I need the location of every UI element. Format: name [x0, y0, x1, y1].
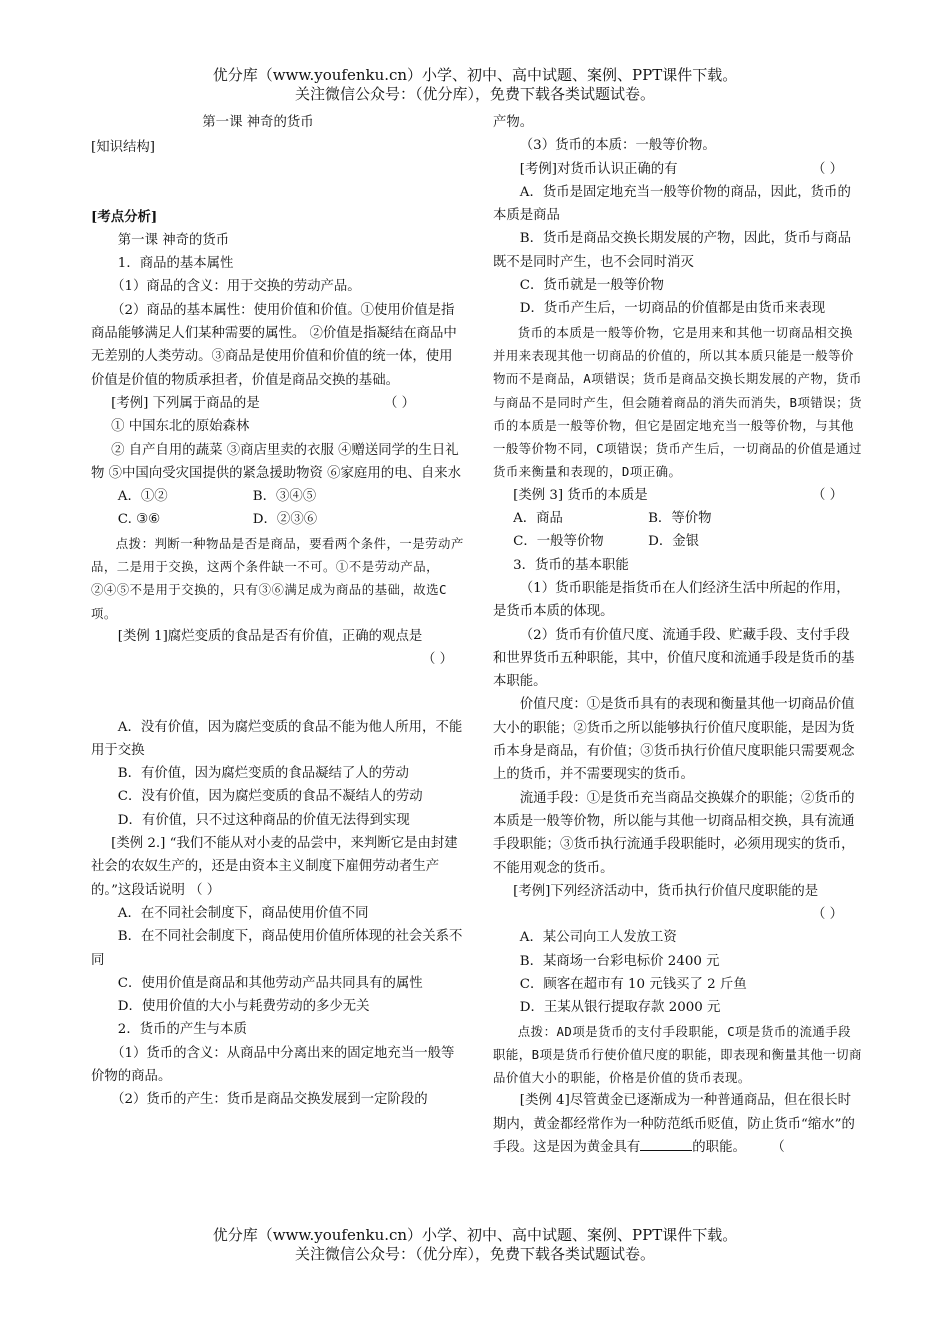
similar-4-question [493, 1089, 863, 1159]
similar-4-blank [640, 1150, 692, 1151]
footer-line-2: 关注微信公众号：（优分库），免费下载各类试题试卷。 [294, 1245, 655, 1263]
similar-3-option-b: B．等价物 [648, 511, 712, 527]
similar-3-options-cd [493, 530, 863, 553]
knowledge-structure-heading: [知识结构] [91, 140, 156, 156]
exam-analysis-heading: [考点分析] [91, 208, 158, 225]
similar-3-option-d: D．金银 [648, 534, 700, 550]
section-3-2: （2）货币有价值尺度、流通手段、贮藏手段、支付手段和世界货币五种职能，其中，价值尺度和流通手段是货币的基本职能。 [493, 627, 855, 690]
header-line-2: 关注微信公众号：（优分库），免费下载各类试题试卷。 [294, 85, 655, 103]
similar-1-paren: （ ） [421, 652, 453, 668]
similar-3-options-ab [493, 507, 863, 530]
example-1-option-c: C. ③⑥ [117, 512, 161, 528]
example-3-option-a: A．某公司向工人发放工资 [519, 930, 677, 946]
right-column [493, 111, 863, 1159]
similar-1-option-d: D．有价值，只不过这种商品的价值无法得到实现 [117, 812, 410, 828]
example-1-question [91, 392, 465, 415]
example-2-question [493, 158, 863, 181]
similar-2-question [91, 832, 465, 902]
similar-2-option-b: B．在不同社会制度下，商品使用价值所体现的社会关系不同 [91, 929, 463, 968]
example-1-option-a: A．①② [117, 489, 168, 505]
section-2-2: （2）货币的产生：货币是商品交换发展到一定阶段的 [111, 1092, 428, 1108]
similar-1-question: [类例 1]腐烂变质的食品是否有价值，正确的观点是 [117, 628, 423, 644]
example-3-paren: （ ） [811, 907, 843, 923]
header-line-1: 优分库（www.youfenku.cn）小学、初中、高中试题、案例、PPT课件下载。 [212, 66, 738, 84]
example-2-option-b: B．货币是商品交换长期发展的产物，因此，货币与商品既不是同时产生，也不会同时消灭 [493, 231, 852, 270]
example-3-option-d: D．王某从银行提取存款 2000 元 [519, 1000, 721, 1016]
example-1-options-cd [91, 508, 465, 531]
example-1-item-1: ① 中国东北的原始森林 [111, 419, 250, 435]
similar-2-option-c: C．使用价值是商品和其他劳动产品共同具有的属性 [117, 975, 423, 991]
page-header [0, 66, 950, 104]
similar-1-option-a: A．没有价值，因为腐烂变质的食品不能为他人所用，不能用于交换 [91, 719, 463, 758]
similar-1-blank [91, 672, 465, 716]
left-column [91, 111, 465, 1112]
section-3-1: （1）货币职能是指货币在人们经济生活中所起的作用，是货币本质的体现。 [493, 580, 850, 620]
example-1-options-ab [91, 485, 465, 508]
similar-3-question [493, 484, 863, 507]
section-1-1: （1）商品的含义：用于交换的劳动产品。 [111, 279, 361, 295]
similar-4-text: [类例 4]尽管黄金已逐渐成为一种普通商品，但在很长时期内，黄金都经常作为一种防范纸币贬值，防止货币“缩水”的手段。这是因为黄金具有 [493, 1093, 855, 1156]
lesson-subtitle: 第一课 神奇的货币 [117, 232, 230, 248]
similar-1-option-c: C．没有价值，因为腐烂变质的食品不凝结人的劳动 [117, 789, 423, 805]
section-1-2: （2）商品的基本属性：使用价值和价值。①使用价值是指商品能够满足人们某种需要的属性。 ②价值是指凝结在商品中无差别的人类劳动。③商品是使用价值和价值的统一体，使用价值是价值的物质承担者，价值是商品交换的基础。 [91, 302, 457, 388]
similar-4-paren: （ [771, 1140, 785, 1156]
example-2-option-a: A．货币是固定地充当一般等价物的商品，因此，货币的本质是商品 [493, 184, 851, 224]
similar-3-option-c: C．一般等价物 [513, 534, 604, 550]
similar-1-option-b: B．有价值，因为腐烂变质的食品凝结了人的劳动 [117, 766, 409, 782]
knowledge-structure-blank [91, 160, 465, 206]
similar-3-paren: （ ） [811, 487, 843, 503]
example-2-paren: （ ） [811, 161, 843, 177]
example-2-tip: 货币的本质是一般等价物，它是用来和其他一切商品相交换并用来表现其他一切商品的价值的，所以其本质只能是一般等价物而不是商品，A项错误；货币是商品交换长期发展的产物，货币与商品不是同时产生，但会随着商品的消失而消失，B项错误；货币的本质是一般等价物，但它是固定地充当一般等价物，与其他一般等价物不同，C项错误；货币产生后，一切商品的价值是通过货币来衡量和表现的，D项正确。 [493, 324, 862, 480]
section-1-heading: 1．商品的基本属性 [117, 256, 234, 272]
example-1-option-b: B．③④⑤ [252, 489, 317, 505]
similar-3-text: [类例 3] 货币的本质是 [513, 487, 648, 503]
example-1-paren: （ ） [383, 395, 415, 411]
similar-2-text: [类例 2.] “我们不能从对小麦的品尝中，来判断它是由封建社会的农奴生产的，还是由资本主义制度下雇佣劳动者生产的。”这段话说明 [91, 836, 458, 898]
example-3-question: [考例]下列经济活动中，货币执行价值尺度职能的是 [513, 883, 819, 899]
example-2-option-c: C．货币就是一般等价物 [519, 278, 664, 294]
example-2-option-d: D．货币产生后，一切商品的价值都是由货币来表现 [519, 301, 826, 317]
example-1-text: [考例] 下列属于商品的是 [111, 395, 260, 411]
section-2-3: （3）货币的本质：一般等价物。 [519, 138, 716, 154]
example-3-tip: 点拨：AD项是货币的支付手段职能，C项是货币的流通手段职能，B项是货币行使价值尺度的职能，即表现和衡量其他一切商品价值大小的职能，价格是价值的货币表现。 [493, 1023, 862, 1086]
footer-line-1: 优分库（www.youfenku.cn）小学、初中、高中试题、案例、PPT课件下载。 [212, 1226, 738, 1244]
lesson-title: 第一课 神奇的货币 [202, 115, 314, 130]
similar-2-option-a: A．在不同社会制度下，商品使用价值不同 [117, 905, 369, 921]
example-3-option-c: C．顾客在超市有 10 元钱买了 2 斤鱼 [519, 976, 747, 992]
page-footer [0, 1226, 950, 1264]
similar-2-option-d: D．使用价值的大小与耗费劳动的多少无关 [117, 999, 370, 1015]
section-3-circulation: 流通手段：①是货币充当商品交换媒介的职能；②货币的本质是一般等价物，所以能与其他一切商品相交换，具有流通手段职能；③货币执行流通手段职能时，必须用现实的货币，不能用观念的货币。 [493, 790, 855, 876]
example-2-text: [考例]对货币认识正确的有 [519, 161, 678, 177]
section-3-value-measure: 价值尺度：①是货币具有的表现和衡量其他一切商品价值大小的职能；②货币之所以能够执行价值尺度职能，是因为货币本身是商品，有价值；③货币执行价值尺度职能只需要观念上的货币，并不需要现实的货币。 [493, 697, 855, 783]
example-1-tip: 点拨：判断一种物品是否是商品，要看两个条件，一是劳动产品，二是用于交换，这两个条件缺一不可。①不是劳动产品，②④⑤不是用于交换的，只有③⑥满足成为商品的基础，故选C项。 [91, 535, 464, 621]
similar-4-text-end: 的职能。 [692, 1140, 746, 1156]
similar-2-paren: （ ） [189, 882, 221, 898]
example-3-option-b: B．某商场一台彩电标价 2400 元 [519, 953, 720, 969]
section-2-1: （1）货币的含义：从商品中分离出来的固定地充当一般等价物的商品。 [91, 1045, 455, 1084]
section-3-heading: 3．货币的基本职能 [513, 557, 629, 573]
example-1-option-d: D．②③⑥ [252, 512, 318, 528]
section-2-heading: 2．货币的产生与本质 [117, 1022, 247, 1038]
similar-3-option-a: A．商品 [513, 511, 563, 527]
example-1-item-2: ② 自产自用的蔬菜 ③商店里卖的衣服 ④赠送同学的生日礼物 ⑤中国向受灾国提供的紧急援助物资 ⑥家庭用的电、自来水 [91, 442, 462, 481]
section-2-2-continued: 产物。 [493, 115, 534, 130]
